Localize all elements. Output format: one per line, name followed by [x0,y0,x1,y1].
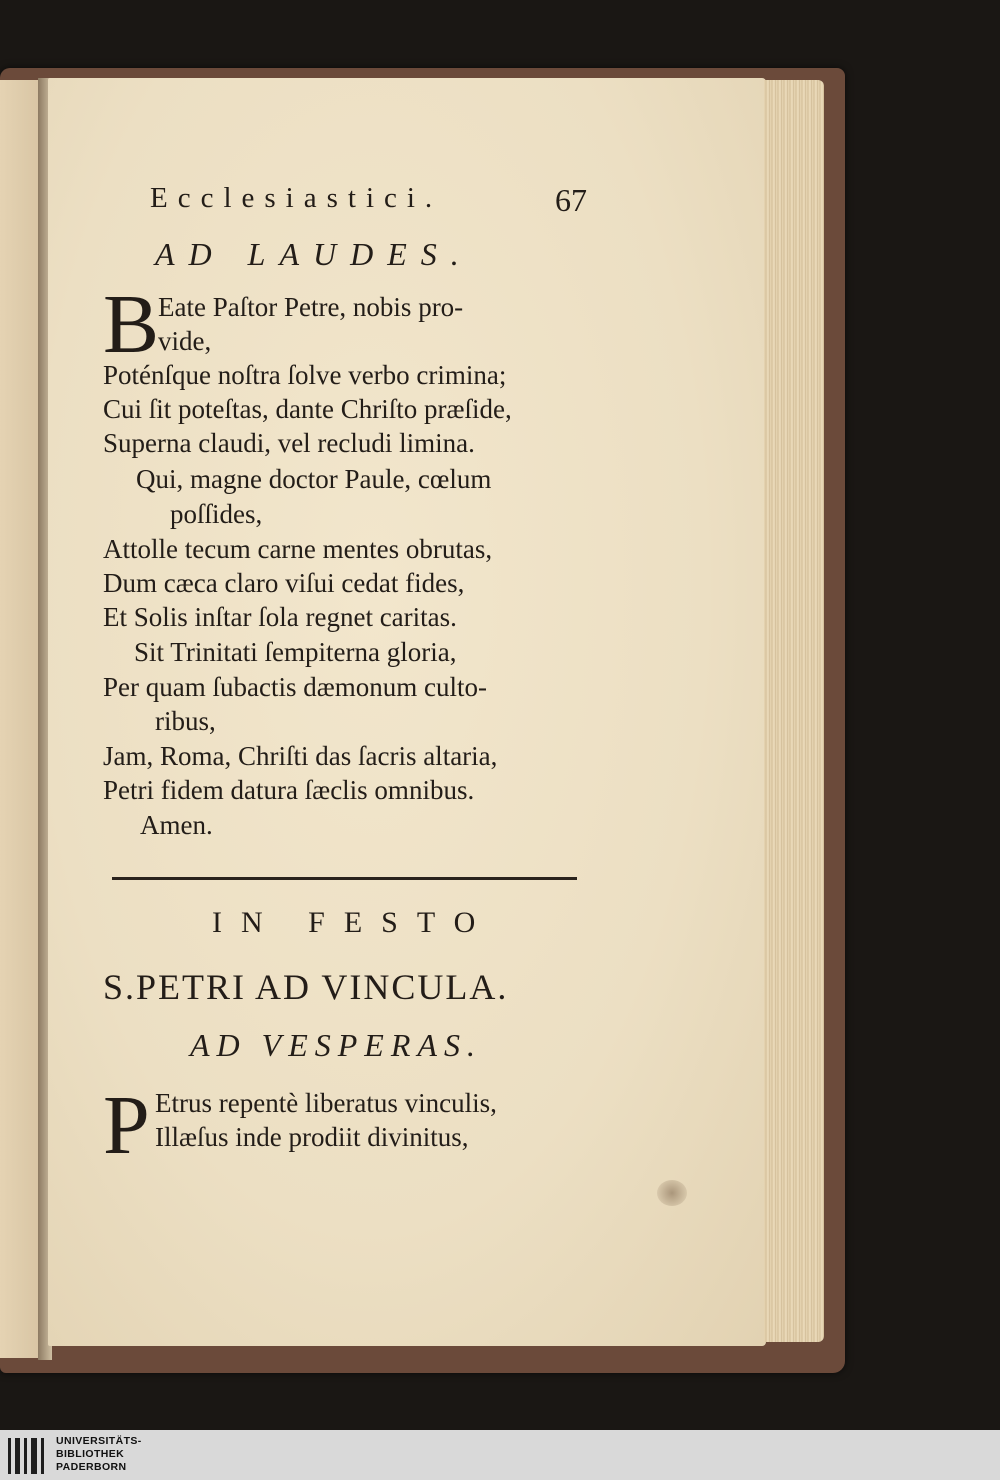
running-head: Ecclesiastici. [150,182,443,214]
page-number: 67 [555,182,587,218]
library-name-line: UNIVERSITÄTS- [56,1435,142,1447]
library-footer [0,1430,1000,1480]
hymn-line: Per quam ſubactis dæmonum culto- [103,672,487,702]
section-heading-laudes: AD LAUDES. [155,236,473,272]
hymn-line: Dum cæca claro viſui cedat fides, [103,568,465,598]
library-name-line: BIBLIOTHEK [56,1448,125,1460]
hymn-line: Amen. [140,810,213,840]
left-page-edge [0,80,42,1358]
hymn-line: Jam, Roma, Chriſti das ſacris altaria, [103,741,498,771]
feast-title: S.PETRI AD VINCULA. [103,967,509,1007]
hymn-line: Et Solis inſtar ſola regnet caritas. [103,602,457,632]
drop-cap: P [103,1079,150,1172]
library-name-line: PADERBORN [56,1461,127,1473]
hymn-line: Petri fidem datura ſæclis omnibus. [103,775,475,805]
barcode-logo-icon [8,1438,50,1474]
hymn-line: Superna claudi, vel recludi limina. [103,428,475,458]
hymn-line: vide, [158,326,212,356]
hymn-line: Illæſus inde prodiit divinitus, [155,1122,469,1152]
hymn-line: ribus, [155,706,216,736]
hymn-line: Eate Paſtor Petre, nobis pro- [158,292,464,322]
hymn-line: Sit Trinitati ſempiterna gloria, [134,637,457,667]
hymn-line: Etrus repentè liberatus vinculis, [155,1088,497,1118]
paper-stain [657,1180,687,1206]
feast-heading: IN FESTO [212,906,495,939]
hymn-line: Qui, magne doctor Paule, cœlum [136,464,492,494]
drop-cap: B [103,278,160,371]
hymn-line: Attolle tecum carne mentes obrutas, [103,534,493,564]
hymn-line: poſſides, [170,499,263,529]
hymn-line: Cui ſit poteſtas, dante Chriſto præſide, [103,394,512,424]
section-heading-vesperas: AD VESPERAS. [190,1027,482,1063]
divider-rule [112,877,577,880]
hymn-line: Poténſque noſtra ſolve verbo crimina; [103,360,507,390]
page-edges [764,80,824,1342]
